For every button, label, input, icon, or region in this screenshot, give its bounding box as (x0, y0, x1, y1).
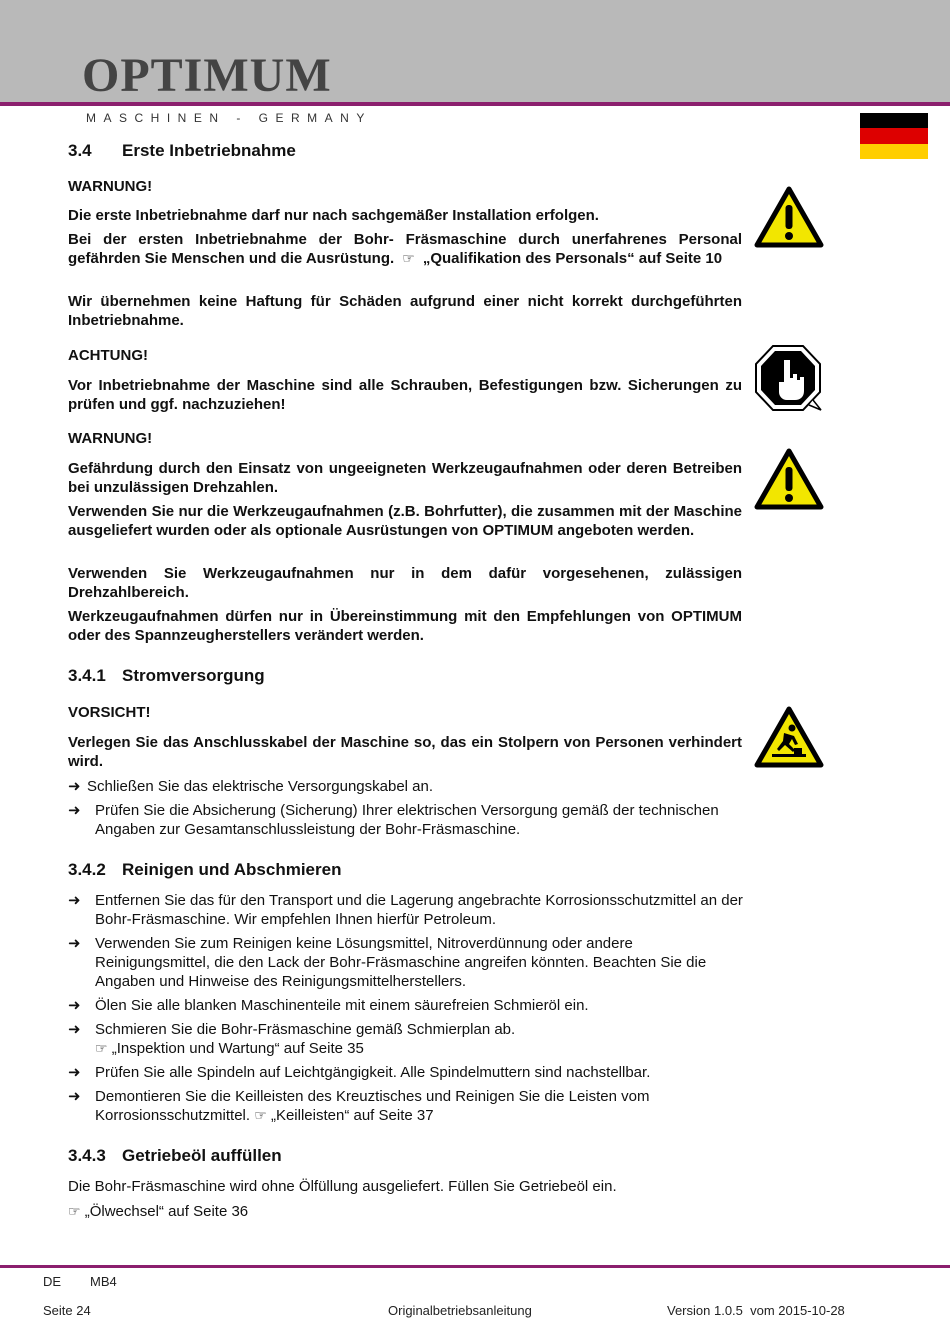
warning-label: WARNUNG! (68, 430, 153, 447)
reference-hand-icon: ☞ (254, 1107, 267, 1123)
arrow-right-icon: ➜ (68, 1064, 81, 1081)
warning-text-2: Bei der ersten Inbetriebnahme der Bohr- Fräsmaschine durch unerfahrenes Personal gefährden Sie Menschen und die Ausrüstung. ☞ „Qualifikation des Personals“ auf Seite 10 (68, 231, 742, 267)
warning2-text-2: Verwenden Sie nur die Werkzeugaufnahmen (z.B. Bohrfutter), die zusammen mit der Maschine ausgeliefert wurden oder als optionale Ausrüstungen von OPTIMUM angeboten werden. (68, 503, 742, 539)
subsection-heading: 3.4.1 Stromversorgung (68, 666, 265, 685)
warning2-text-3: Verwenden Sie Werkzeugaufnahmen nur in dem dafür vorgesehenen, zulässigen Drehzahlbereich. (68, 565, 742, 601)
paragraph: Die Bohr-Fräsmaschine wird ohne Ölfüllung ausgeliefert. Füllen Sie Getriebeöl ein. (68, 1178, 617, 1195)
reference-link[interactable]: „Qualifikation des Personals“ auf Seite 10 (422, 250, 723, 267)
arrow-right-icon: ➜ (68, 802, 81, 819)
reference-link[interactable]: „Ölwechsel“ auf Seite 36 (84, 1203, 249, 1220)
reference-hand-icon: ☞ (398, 250, 419, 266)
warning-text-3: Wir übernehmen keine Haftung für Schäden aufgrund einer nicht korrekt durchgeführten Inbetriebnahme. (68, 293, 742, 329)
achtung-label: ACHTUNG! (68, 347, 148, 364)
warning2-text-4: Werkzeugaufnahmen dürfen nur in Übereinstimmung mit den Empfehlungen von OPTIMUM oder des Spannzeugherstellers verändert werden. (68, 608, 742, 644)
footer-accent-line (0, 1265, 950, 1268)
footer-page-number: Seite 24 (43, 1303, 91, 1318)
footer-model: MB4 (90, 1274, 117, 1289)
warning-text-1: Die erste Inbetriebnahme darf nur nach sachgemäßer Installation erfolgen. (68, 207, 599, 224)
warning-triangle-icon (754, 186, 824, 248)
brand-logo: OPTIMUM (82, 49, 332, 102)
section-heading: 3.4 Erste Inbetriebnahme (68, 141, 296, 160)
reference-hand-icon: ☞ (68, 1203, 81, 1219)
brand-subtitle: MASCHINEN - GERMANY (86, 111, 372, 125)
vorsicht-label: VORSICHT! (68, 704, 151, 721)
warning-label: WARNUNG! (68, 178, 153, 195)
footer-document-title: Originalbetriebsanleitung (388, 1303, 532, 1318)
attention-hand-icon (753, 344, 823, 414)
arrow-right-icon: ➜ (68, 778, 81, 795)
arrow-right-icon: ➜ (68, 892, 81, 909)
reference-link[interactable]: „Keilleisten“ auf Seite 37 (270, 1107, 434, 1124)
vorsicht-text: Verlegen Sie das Anschlusskabel der Maschine so, das ein Stolpern von Personen verhindert wird. (68, 734, 742, 770)
reference-hand-icon: ☞ (95, 1040, 108, 1056)
arrow-right-icon: ➜ (68, 997, 81, 1014)
achtung-text: Vor Inbetriebnahme der Maschine sind alle Schrauben, Befestigungen bzw. Sicherungen zu prüfen und ggf. nachzuziehen! (68, 377, 742, 413)
arrow-right-icon: ➜ (68, 1088, 81, 1105)
arrow-right-icon: ➜ (68, 935, 81, 952)
header-accent-line (0, 102, 950, 106)
warning-triangle-icon (754, 448, 824, 510)
footer-language: DE (43, 1274, 62, 1289)
footer-version: Version 1.0.5 vom 2015-10-28 (667, 1303, 845, 1318)
trip-hazard-icon (754, 706, 824, 768)
subsection-heading: 3.4.3 Getriebeöl auffüllen (68, 1146, 282, 1165)
german-flag-icon (860, 113, 928, 159)
reference-link[interactable]: „Inspektion und Wartung“ auf Seite 35 (111, 1040, 364, 1057)
subsection-heading: 3.4.2 Reinigen und Abschmieren (68, 860, 342, 879)
arrow-right-icon: ➜ (68, 1021, 81, 1038)
reference-line (68, 1202, 742, 1221)
warning2-text-1: Gefährdung durch den Einsatz von ungeeigneten Werkzeugaufnahmen oder deren Betreiben bei unzulässigen Drehzahlen. (68, 460, 742, 496)
